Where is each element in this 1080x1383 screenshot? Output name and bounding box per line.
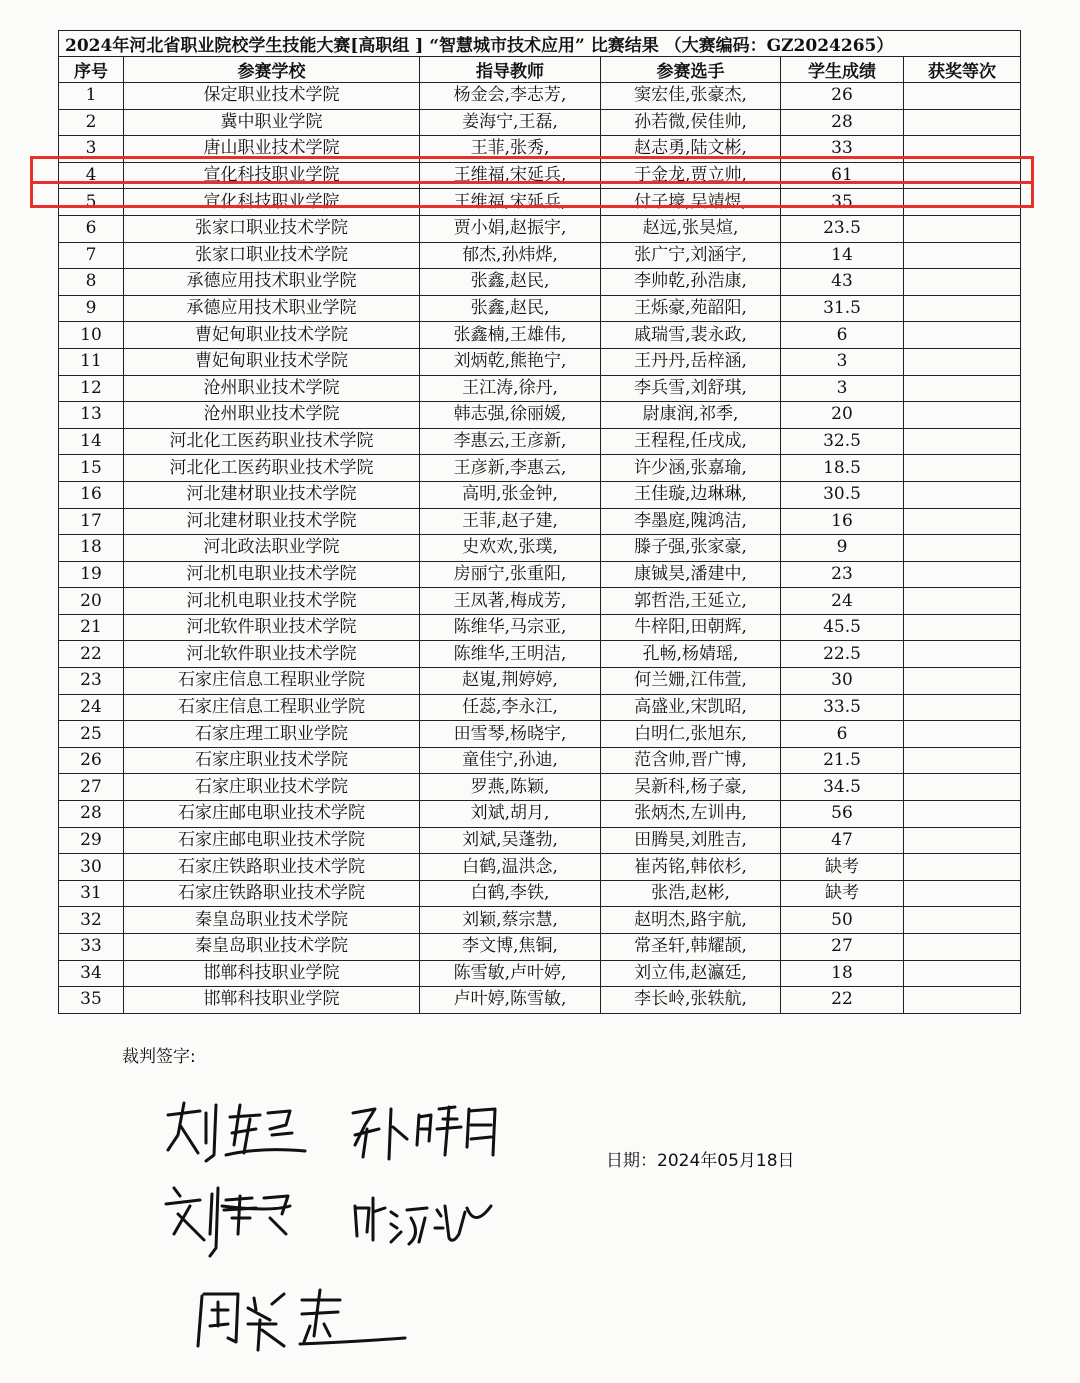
cell-students: 李兵雪,刘舒琪, — [601, 375, 781, 402]
cell-score: 34.5 — [781, 774, 904, 801]
cell-students: 田腾昊,刘胜吉, — [601, 827, 781, 854]
cell-score: 50 — [781, 907, 904, 934]
cell-award — [904, 535, 1021, 562]
cell-score: 56 — [781, 801, 904, 828]
cell-no: 23 — [59, 668, 124, 695]
cell-award — [904, 428, 1021, 455]
table-row — [59, 827, 1021, 854]
table-row — [59, 614, 1021, 641]
cell-school: 河北建材职业技术学院 — [124, 481, 420, 508]
cell-no: 22 — [59, 641, 124, 668]
cell-students: 王程程,任戌成, — [601, 428, 781, 455]
cell-no: 35 — [59, 987, 124, 1014]
cell-students: 孔畅,杨婧瑶, — [601, 641, 781, 668]
cell-award — [904, 801, 1021, 828]
cell-students: 赵远,张昊煊, — [601, 215, 781, 242]
cell-no: 27 — [59, 774, 124, 801]
cell-teachers: 王菲,张秀, — [420, 136, 601, 163]
cell-teachers: 白鹤,温洪念, — [420, 854, 601, 881]
cell-award — [904, 960, 1021, 987]
table-row — [59, 508, 1021, 535]
signature-3 — [160, 1178, 310, 1258]
cell-teachers: 史欢欢,张璞, — [420, 535, 601, 562]
cell-no: 16 — [59, 481, 124, 508]
header-school: 参赛学校 — [124, 57, 420, 83]
cell-students: 孙若微,侯佳帅, — [601, 109, 781, 136]
header-no: 序号 — [59, 57, 124, 83]
date-label: 日期：2024年05月18日 — [606, 1151, 795, 1171]
cell-score: 6 — [781, 322, 904, 349]
cell-award — [904, 827, 1021, 854]
cell-score: 14 — [781, 242, 904, 269]
cell-no: 20 — [59, 588, 124, 615]
cell-award — [904, 269, 1021, 296]
header-students: 参赛选手 — [601, 57, 781, 83]
cell-no: 24 — [59, 694, 124, 721]
cell-award — [904, 880, 1021, 907]
cell-award — [904, 774, 1021, 801]
cell-teachers: 杨金会,李志芳, — [420, 83, 601, 110]
cell-teachers: 陈维华,王明洁, — [420, 641, 601, 668]
cell-award — [904, 215, 1021, 242]
cell-score: 32.5 — [781, 428, 904, 455]
cell-students: 郭哲浩,王延立, — [601, 588, 781, 615]
cell-teachers: 贾小娟,赵振宇, — [420, 215, 601, 242]
table-row — [59, 269, 1021, 296]
cell-score: 45.5 — [781, 614, 904, 641]
cell-students: 于金龙,贾立帅, — [601, 162, 781, 189]
cell-school: 石家庄铁路职业技术学院 — [124, 880, 420, 907]
cell-no: 18 — [59, 535, 124, 562]
table-row — [59, 83, 1021, 110]
cell-no: 31 — [59, 880, 124, 907]
cell-school: 承德应用技术职业学院 — [124, 269, 420, 296]
cell-school: 沧州职业技术学院 — [124, 375, 420, 402]
cell-score: 9 — [781, 535, 904, 562]
cell-teachers: 房丽宁,张重阳, — [420, 561, 601, 588]
table-row — [59, 641, 1021, 668]
cell-school: 河北软件职业技术学院 — [124, 614, 420, 641]
cell-award — [904, 375, 1021, 402]
table-row — [59, 428, 1021, 455]
cell-no: 30 — [59, 854, 124, 881]
table-row — [59, 322, 1021, 349]
cell-no: 28 — [59, 801, 124, 828]
header-score: 学生成绩 — [781, 57, 904, 83]
cell-no: 15 — [59, 455, 124, 482]
cell-teachers: 卢叶婷,陈雪敏, — [420, 987, 601, 1014]
cell-school: 唐山职业技术学院 — [124, 136, 420, 163]
cell-score: 3 — [781, 375, 904, 402]
cell-teachers: 赵嵬,荆婷婷, — [420, 668, 601, 695]
cell-school: 曹妃甸职业技术学院 — [124, 322, 420, 349]
table-row — [59, 588, 1021, 615]
cell-students: 张炳杰,左训冉, — [601, 801, 781, 828]
cell-teachers: 姜海宁,王磊, — [420, 109, 601, 136]
cell-students: 赵明杰,路宇航, — [601, 907, 781, 934]
cell-school: 石家庄信息工程职业学院 — [124, 694, 420, 721]
cell-score: 6 — [781, 721, 904, 748]
cell-students: 范含帅,晋广博, — [601, 747, 781, 774]
cell-no: 1 — [59, 83, 124, 110]
cell-no: 29 — [59, 827, 124, 854]
cell-no: 34 — [59, 960, 124, 987]
cell-school: 石家庄邮电职业技术学院 — [124, 801, 420, 828]
cell-school: 石家庄理工职业学院 — [124, 721, 420, 748]
cell-score: 3 — [781, 348, 904, 375]
table-row — [59, 375, 1021, 402]
cell-no: 26 — [59, 747, 124, 774]
judge-signature-label: 裁判签字: — [122, 1047, 196, 1067]
cell-award — [904, 322, 1021, 349]
cell-students: 付子壕,吴靖煜, — [601, 189, 781, 216]
table-row — [59, 987, 1021, 1014]
cell-award — [904, 295, 1021, 322]
cell-school: 邯郸科技职业学院 — [124, 987, 420, 1014]
table-row — [59, 747, 1021, 774]
cell-school: 石家庄邮电职业技术学院 — [124, 827, 420, 854]
cell-students: 何兰姗,江伟萱, — [601, 668, 781, 695]
table-row — [59, 801, 1021, 828]
cell-school: 秦皇岛职业技术学院 — [124, 907, 420, 934]
cell-teachers: 王彦新,李惠云, — [420, 455, 601, 482]
cell-no: 9 — [59, 295, 124, 322]
cell-students: 吴新科,杨子豪, — [601, 774, 781, 801]
cell-students: 滕子强,张家豪, — [601, 535, 781, 562]
cell-no: 33 — [59, 934, 124, 961]
cell-teachers: 罗燕,陈颖, — [420, 774, 601, 801]
table-row — [59, 694, 1021, 721]
cell-score: 23.5 — [781, 215, 904, 242]
highlight-box — [30, 156, 1034, 208]
cell-award — [904, 614, 1021, 641]
cell-teachers: 刘斌,吴蓬勃, — [420, 827, 601, 854]
cell-award — [904, 987, 1021, 1014]
cell-score: 27 — [781, 934, 904, 961]
cell-teachers: 张鑫楠,王雄伟, — [420, 322, 601, 349]
cell-no: 17 — [59, 508, 124, 535]
cell-teachers: 高明,张金钟, — [420, 481, 601, 508]
table-row — [59, 295, 1021, 322]
cell-school: 沧州职业技术学院 — [124, 402, 420, 429]
cell-award — [904, 854, 1021, 881]
cell-students: 尉康润,祁季, — [601, 402, 781, 429]
cell-students: 张广宁,刘涵宇, — [601, 242, 781, 269]
cell-score: 20 — [781, 402, 904, 429]
signature-4 — [345, 1188, 505, 1248]
cell-no: 7 — [59, 242, 124, 269]
cell-school: 秦皇岛职业技术学院 — [124, 934, 420, 961]
cell-school: 石家庄职业技术学院 — [124, 774, 420, 801]
table-row — [59, 402, 1021, 429]
cell-students: 张浩,赵彬, — [601, 880, 781, 907]
table-row — [59, 561, 1021, 588]
cell-school: 石家庄铁路职业技术学院 — [124, 854, 420, 881]
cell-score: 30.5 — [781, 481, 904, 508]
cell-teachers: 王维福,宋延兵, — [420, 162, 601, 189]
cell-school: 承德应用技术职业学院 — [124, 295, 420, 322]
cell-score: 31.5 — [781, 295, 904, 322]
cell-score: 22.5 — [781, 641, 904, 668]
signature-5 — [190, 1280, 420, 1360]
cell-school: 张家口职业技术学院 — [124, 242, 420, 269]
cell-school: 河北化工医药职业技术学院 — [124, 428, 420, 455]
cell-score: 26 — [781, 83, 904, 110]
cell-score: 24 — [781, 588, 904, 615]
cell-score: 30 — [781, 668, 904, 695]
cell-award — [904, 508, 1021, 535]
cell-award — [904, 348, 1021, 375]
cell-school: 冀中职业学院 — [124, 109, 420, 136]
cell-students: 高盛业,宋凯昭, — [601, 694, 781, 721]
cell-teachers: 童佳宁,孙迪, — [420, 747, 601, 774]
cell-students: 常圣轩,韩耀颉, — [601, 934, 781, 961]
cell-students: 李帅乾,孙浩康, — [601, 269, 781, 296]
cell-students: 王佳璇,边琳琳, — [601, 481, 781, 508]
cell-award — [904, 747, 1021, 774]
cell-teachers: 刘斌,胡月, — [420, 801, 601, 828]
cell-teachers: 王凤著,梅成芳, — [420, 588, 601, 615]
cell-students: 李长岭,张轶航, — [601, 987, 781, 1014]
cell-award — [904, 934, 1021, 961]
table-row — [59, 109, 1021, 136]
cell-school: 邯郸科技职业学院 — [124, 960, 420, 987]
cell-students: 许少涵,张嘉瑜, — [601, 455, 781, 482]
cell-students: 戚瑞雪,裴永政, — [601, 322, 781, 349]
cell-no: 6 — [59, 215, 124, 242]
cell-teachers: 田雪琴,杨晓宇, — [420, 721, 601, 748]
cell-teachers: 李惠云,王彦新, — [420, 428, 601, 455]
cell-award — [904, 481, 1021, 508]
cell-school: 河北软件职业技术学院 — [124, 641, 420, 668]
cell-score: 23 — [781, 561, 904, 588]
cell-award — [904, 402, 1021, 429]
cell-no: 14 — [59, 428, 124, 455]
cell-score: 33 — [781, 136, 904, 163]
cell-no: 3 — [59, 136, 124, 163]
cell-teachers: 任蕊,李永江, — [420, 694, 601, 721]
cell-no: 8 — [59, 269, 124, 296]
cell-score: 18 — [781, 960, 904, 987]
table-row — [59, 854, 1021, 881]
cell-school: 张家口职业技术学院 — [124, 215, 420, 242]
cell-score: 缺考 — [781, 880, 904, 907]
cell-school: 河北机电职业技术学院 — [124, 588, 420, 615]
table-title: 2024年河北省职业院校学生技能大赛[高职组 ] “智慧城市技术应用” 比赛结果 （大赛编码：GZ2024265） — [59, 31, 1021, 57]
cell-award — [904, 721, 1021, 748]
cell-teachers: 张鑫,赵民, — [420, 295, 601, 322]
cell-students: 牛梓阳,田朝辉, — [601, 614, 781, 641]
cell-no: 21 — [59, 614, 124, 641]
cell-teachers: 陈维华,马宗亚, — [420, 614, 601, 641]
cell-score: 16 — [781, 508, 904, 535]
cell-no: 19 — [59, 561, 124, 588]
cell-score: 18.5 — [781, 455, 904, 482]
cell-teachers: 韩志强,徐丽媛, — [420, 402, 601, 429]
table-row — [59, 880, 1021, 907]
cell-students: 白明仁,张旭东, — [601, 721, 781, 748]
table-row — [59, 721, 1021, 748]
cell-no: 13 — [59, 402, 124, 429]
cell-students: 窦宏佳,张豪杰, — [601, 83, 781, 110]
cell-teachers: 王江涛,徐丹, — [420, 375, 601, 402]
cell-teachers: 王菲,赵子建, — [420, 508, 601, 535]
cell-teachers: 刘炳乾,熊艳宁, — [420, 348, 601, 375]
cell-award — [904, 694, 1021, 721]
table-row — [59, 455, 1021, 482]
cell-teachers: 张鑫,赵民, — [420, 269, 601, 296]
cell-teachers: 郁杰,孙炜烨, — [420, 242, 601, 269]
table-row — [59, 668, 1021, 695]
cell-award — [904, 588, 1021, 615]
table-row — [59, 907, 1021, 934]
cell-no: 12 — [59, 375, 124, 402]
cell-school: 河北建材职业技术学院 — [124, 508, 420, 535]
cell-teachers: 陈雪敏,卢叶婷, — [420, 960, 601, 987]
cell-no: 2 — [59, 109, 124, 136]
cell-school: 曹妃甸职业技术学院 — [124, 348, 420, 375]
cell-students: 刘立伟,赵瀛廷, — [601, 960, 781, 987]
cell-score: 28 — [781, 109, 904, 136]
cell-students: 王丹丹,岳梓涵, — [601, 348, 781, 375]
cell-score: 47 — [781, 827, 904, 854]
cell-teachers: 刘颖,蔡宗慧, — [420, 907, 601, 934]
cell-no: 32 — [59, 907, 124, 934]
cell-school: 保定职业技术学院 — [124, 83, 420, 110]
cell-school: 石家庄职业技术学院 — [124, 747, 420, 774]
cell-teachers: 李文博,焦铜, — [420, 934, 601, 961]
header-teachers: 指导教师 — [420, 57, 601, 83]
cell-score: 43 — [781, 269, 904, 296]
cell-school: 河北化工医药职业技术学院 — [124, 455, 420, 482]
cell-award — [904, 455, 1021, 482]
header-row — [59, 57, 1021, 83]
table-row — [59, 215, 1021, 242]
table-row — [59, 348, 1021, 375]
cell-score: 61 — [781, 162, 904, 189]
cell-no: 4 — [59, 162, 124, 189]
table-row — [59, 481, 1021, 508]
header-award: 获奖等次 — [904, 57, 1021, 83]
cell-students: 崔芮铭,韩依杉, — [601, 854, 781, 881]
signature-1 — [160, 1095, 310, 1165]
cell-award — [904, 907, 1021, 934]
cell-award — [904, 668, 1021, 695]
cell-students: 李墨庭,隗鸿洁, — [601, 508, 781, 535]
cell-school: 河北机电职业技术学院 — [124, 561, 420, 588]
cell-students: 赵志勇,陆文彬, — [601, 136, 781, 163]
highlight-divider — [33, 181, 1031, 184]
table-row — [59, 774, 1021, 801]
cell-score: 缺考 — [781, 854, 904, 881]
cell-award — [904, 561, 1021, 588]
signature-2 — [345, 1095, 505, 1165]
cell-no: 5 — [59, 189, 124, 216]
cell-no: 25 — [59, 721, 124, 748]
table-row — [59, 934, 1021, 961]
table-row — [59, 535, 1021, 562]
cell-score: 21.5 — [781, 747, 904, 774]
cell-school: 石家庄信息工程职业学院 — [124, 668, 420, 695]
cell-students: 康铖昊,潘建中, — [601, 561, 781, 588]
cell-no: 11 — [59, 348, 124, 375]
cell-award — [904, 242, 1021, 269]
cell-award — [904, 641, 1021, 668]
cell-students: 王烁豪,苑韶阳, — [601, 295, 781, 322]
cell-school: 宣化科技职业学院 — [124, 189, 420, 216]
cell-award — [904, 83, 1021, 110]
cell-school: 河北政法职业学院 — [124, 535, 420, 562]
cell-school: 宣化科技职业学院 — [124, 162, 420, 189]
cell-score: 33.5 — [781, 694, 904, 721]
table-row — [59, 242, 1021, 269]
cell-teachers: 王维福,宋延兵, — [420, 189, 601, 216]
cell-no: 10 — [59, 322, 124, 349]
table-row — [59, 960, 1021, 987]
cell-score: 22 — [781, 987, 904, 1014]
cell-teachers: 白鹤,李铁, — [420, 880, 601, 907]
cell-score: 35 — [781, 189, 904, 216]
cell-award — [904, 109, 1021, 136]
